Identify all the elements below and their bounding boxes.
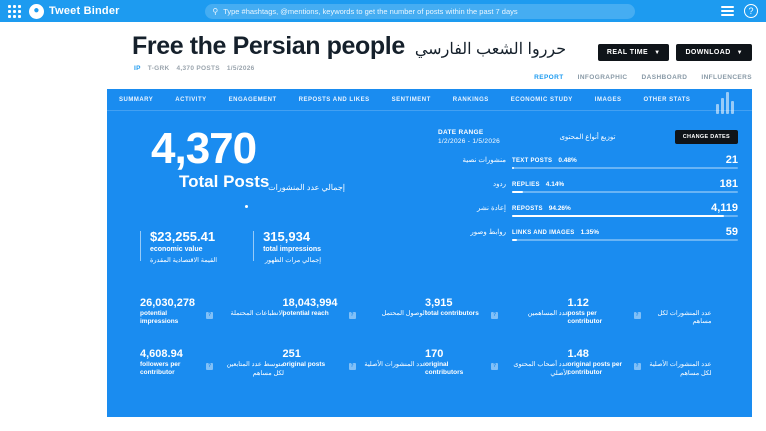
tab-rankings[interactable]: RANKINGS — [452, 96, 489, 103]
download-button[interactable] — [676, 44, 752, 61]
download-label: DOWNLOAD — [685, 49, 731, 56]
bar-label: LINKS AND IMAGES — [512, 230, 575, 236]
nav-dashboard[interactable]: DASHBOARD — [641, 74, 688, 81]
kpi-original-posts-per-contributor — [568, 348, 711, 377]
info-icon[interactable]: ? — [350, 312, 354, 318]
bar-value: 59 — [725, 226, 738, 238]
kpi-original-contributors — [425, 348, 568, 377]
tweetbinder-watermark-icon — [716, 92, 738, 114]
change-dates-button[interactable]: CHANGE DATES — [675, 130, 738, 144]
hamburger-icon[interactable] — [721, 6, 734, 16]
date-range-block — [438, 129, 500, 145]
kpi-label-arabic: الانطباعات المحتملة — [230, 310, 284, 317]
tab-reposts-and-likes[interactable]: REPOSTS AND LIKES — [298, 96, 370, 103]
kpi-potential-impressions — [140, 297, 283, 326]
nav-infographic[interactable]: INFOGRAPHIC — [577, 74, 628, 81]
bar-track — [512, 239, 738, 241]
search-area — [120, 4, 721, 19]
question-icon[interactable]: ? — [744, 4, 758, 18]
total-impressions-number: 315,934 — [263, 229, 311, 244]
search-input[interactable] — [205, 4, 635, 19]
kpi-label: posts per contributor — [567, 310, 603, 326]
kpi-label: original contributors — [425, 361, 464, 377]
date-range-label: DATE RANGE — [438, 129, 484, 136]
kpi-label: original posts — [282, 361, 326, 369]
bar-label-arabic: إعادة نشر — [476, 205, 506, 212]
kpi-value: 251 — [282, 348, 301, 361]
economic-value-label-arabic: القيمة الاقتصادية المقدرة — [150, 256, 218, 264]
date-range-value: 1/2/2026 - 1/5/2026 — [438, 138, 501, 145]
kpi-value: 4,608.94 — [140, 348, 183, 361]
bar-label-arabic: منشورات نصية — [462, 157, 506, 164]
bar-percent: 94.26% — [548, 205, 571, 212]
tab-sentiment[interactable]: SENTIMENT — [391, 96, 431, 103]
info-icon[interactable]: ? — [635, 312, 639, 318]
tab-engagement[interactable]: ENGAGEMENT — [228, 96, 277, 103]
kpi-value: 26,030,278 — [140, 297, 196, 309]
kpi-value: 1.12 — [567, 297, 589, 309]
total-posts-block — [137, 124, 387, 192]
kpi-potential-reach — [283, 297, 426, 326]
tab-other-stats[interactable]: OTHER STATS — [643, 96, 691, 103]
bar-label: TEXT POSTS — [512, 158, 553, 164]
kpi-grid — [140, 297, 710, 378]
kpi-value: 3,915 — [425, 297, 453, 309]
meta-lang: T-GRK — [147, 65, 170, 72]
brand-logo[interactable] — [29, 4, 120, 19]
kpi-total-contributors — [425, 297, 568, 326]
kpi-posts-per-contributor — [568, 297, 711, 326]
bar-percent: 0.48% — [558, 157, 577, 164]
search-placeholder: Type #hashtags, @mentions, keywords to get the number of posts within the past 7 days — [223, 6, 518, 16]
bar-reposts — [438, 204, 738, 217]
apps-grid-icon[interactable] — [8, 5, 21, 18]
info-icon[interactable]: ? — [207, 363, 212, 370]
kpi-label: potential impressions — [140, 310, 179, 326]
tab-images[interactable]: IMAGES — [594, 96, 622, 103]
bar-value: 181 — [719, 178, 738, 190]
kpi-label-arabic: عدد المنشورات الأصلية — [364, 361, 427, 369]
chevron-down-icon: ▼ — [736, 49, 743, 56]
info-icon[interactable]: ? — [492, 312, 497, 318]
kpi-value: 1.48 — [567, 348, 589, 361]
bar-track — [512, 191, 738, 193]
twitter-bird-icon: ● — [29, 4, 44, 19]
tab-economic-study[interactable]: ECONOMIC STUDY — [510, 96, 573, 103]
kpi-label-arabic: عدد المنشورات الأصلية لكل مساهم — [649, 361, 712, 377]
kpi-label-arabic: عدد المنشورات لكل مساهم — [657, 310, 712, 326]
kpi-label: followers per contributor — [140, 361, 181, 377]
topbar-right-actions — [721, 4, 758, 18]
total-posts-value: 4,370 — [151, 124, 257, 173]
tab-activity[interactable]: ACTIVITY — [175, 96, 207, 103]
tab-summary[interactable]: SUMMARY — [119, 96, 154, 103]
info-icon[interactable]: ? — [635, 363, 639, 370]
kpi-label-arabic: الوصول المحتمل — [381, 310, 427, 317]
bar-value: 4,119 — [711, 202, 738, 214]
bar-percent: 1.35% — [580, 229, 600, 236]
nav-report[interactable]: REPORT — [534, 74, 564, 81]
kpi-value: 18,043,994 — [282, 297, 338, 309]
header-meta — [14, 65, 752, 72]
content-type-title-arabic: توزيع أنواع المحتوى — [559, 134, 616, 141]
economic-value-label: economic value — [150, 246, 203, 253]
realtime-label: REAL TIME — [606, 49, 649, 56]
kpi-followers-per-contributor — [140, 348, 283, 377]
nav-influencers[interactable]: INFLUENCERS — [701, 74, 752, 81]
bar-value: 21 — [725, 154, 738, 166]
meta-date: 1/5/2026 — [226, 65, 255, 72]
kpi-label-arabic: عدد المساهمين — [527, 310, 569, 317]
date-range-row — [438, 129, 738, 145]
economic-value-metric — [140, 229, 217, 265]
kpi-label: original posts per contributor — [567, 361, 623, 377]
info-icon[interactable]: ? — [492, 363, 497, 370]
total-impressions-metric — [253, 229, 321, 265]
bar-label: REPOSTS — [512, 206, 543, 212]
summary-panel — [107, 89, 752, 417]
total-impressions-label: total impressions — [263, 246, 322, 253]
report-view-nav — [534, 74, 752, 81]
panel-tabs — [107, 89, 752, 111]
app-topbar — [0, 0, 766, 22]
page-title: Free the Persian people — [132, 32, 405, 60]
search-icon: ⚲ — [212, 6, 219, 16]
economic-value-number: $23,255.41 — [150, 229, 216, 244]
kpi-label: total contributors — [425, 310, 479, 317]
bar-label: REPLIES — [512, 182, 540, 188]
info-icon[interactable]: ? — [207, 312, 212, 318]
bar-links-and-images — [438, 228, 738, 241]
bar-label-arabic: ردود — [493, 181, 506, 188]
bar-percent: 4.14% — [545, 181, 565, 188]
meta-flag: IP — [134, 65, 141, 72]
total-impressions-label-arabic: إجمالي مرات الظهور — [264, 256, 322, 264]
kpi-label-arabic: متوسط عدد المتابعين لكل مساهم — [226, 361, 284, 377]
secondary-metrics — [140, 229, 321, 265]
meta-posts: 4,370 POSTS — [176, 65, 220, 72]
bar-text-posts — [438, 156, 738, 169]
bar-track — [512, 167, 738, 169]
bar-replies — [438, 180, 738, 193]
page-title-arabic: حرروا الشعب الفارسي — [414, 41, 567, 58]
chevron-down-icon: ▼ — [654, 49, 661, 56]
total-posts-label: Total Posts — [179, 172, 270, 191]
header-buttons — [598, 44, 752, 61]
kpi-label-arabic: عدد أصحاب المحتوى الأصلي — [513, 361, 569, 377]
kpi-value: 170 — [425, 348, 444, 361]
kpi-label: potential reach — [282, 310, 329, 317]
info-icon[interactable]: ? — [350, 363, 354, 370]
bar-label-arabic: روابط وصور — [470, 229, 506, 236]
kpi-original-posts — [283, 348, 426, 377]
brand-name: Tweet Binder — [49, 5, 120, 17]
content-type-breakdown — [438, 129, 738, 241]
bullet-dot-icon — [245, 205, 248, 208]
report-header — [0, 22, 766, 90]
total-posts-label-arabic: إجمالي عدد المنشورات — [268, 183, 345, 192]
bar-track — [512, 215, 738, 217]
realtime-button[interactable] — [598, 44, 670, 61]
